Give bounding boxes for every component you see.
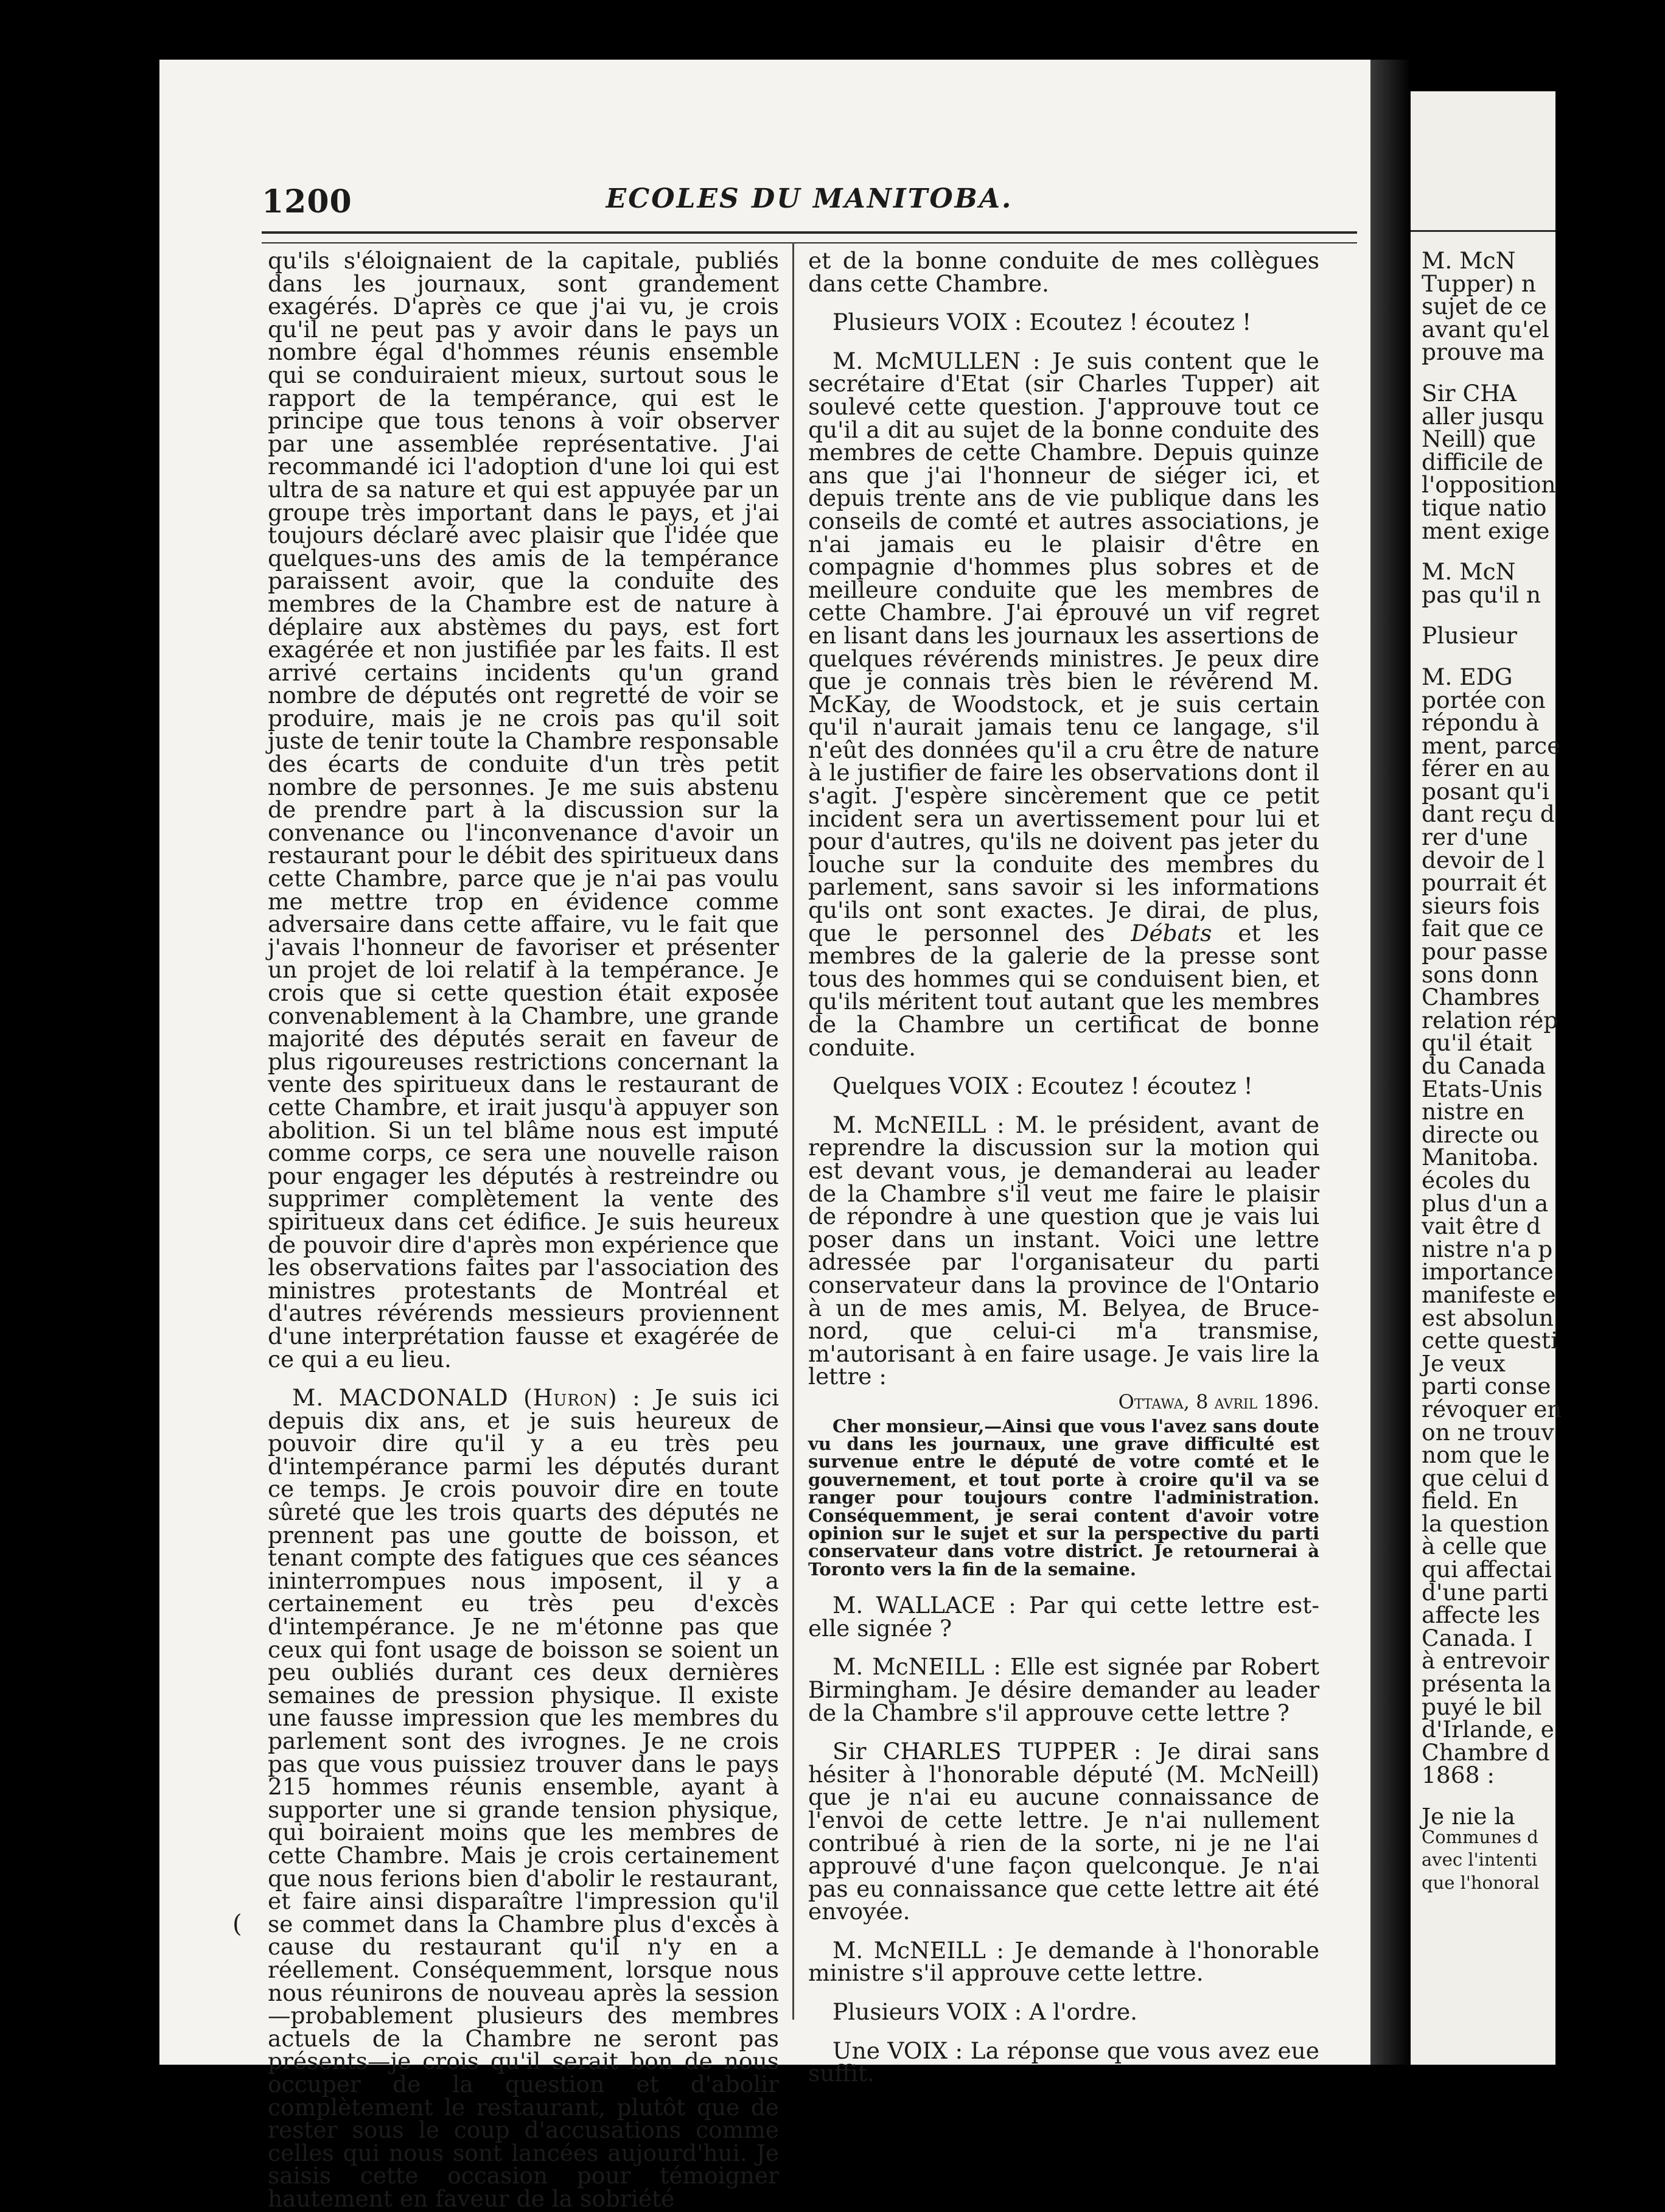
adjacent-page-line: à entrevoir — [1422, 1647, 1549, 1675]
adjacent-page-line: importance — [1422, 1258, 1554, 1286]
adjacent-page-line: Plusieur — [1422, 622, 1517, 649]
adjacent-page-line: cette questi — [1422, 1327, 1559, 1354]
speech-text: Je demande à l'honorable ministre s'il approuve cette lettre. — [808, 1936, 1320, 1987]
adjacent-page-line: férer en au — [1422, 755, 1550, 782]
speaker-name: Une VOIX : — [832, 2037, 963, 2064]
adjacent-page-line: rer d'une — [1422, 824, 1528, 851]
adjacent-page-line: Etats-Unis — [1422, 1075, 1543, 1102]
speaker-name: Quelques VOIX : — [832, 1073, 1024, 1100]
speech-text: Je suis ici depuis dix ans, et je suis heureux de pouvoir dire qu'il y a eu très peu d'intempérance parmi les députés durant ce temps. Je crois pouvoir dire en toute sûreté que les trois quarts des députés ne prennent pas une goutte de boisson, et tenant compte des fatigues que ces séances ininterrompues nous imposent, il y a certainement eu très peu d'excès d'intempérance. Je ne m'étonne pas que ceux qui font usage de boisson se soient un peu oubliés durant ces deux dernières semaines de pression physique. Il existe une fausse impression que les membres du parlement sont des ivrognes. Je ne crois pas que vous puissiez trouver dans le pays 215 hommes réunis ensemble, ayant à supporter une si grande tension physique, qui boiraient moins que les membres de cette Chambre. Mais je crois certainement que nous ferions bien d'abolir le restaurant, et faire ainsi disparaître l'impression qu'il se commet dans la Chambre plus d'excès à cause du restaurant qu'il n'y en a réellement. Conséquemment, lorsque nous nous réunirons de nouveau après la session—probablement plusieurs des membres actuels de la Chambre ne seront pas présents—je crois qu'il serait bon de nous occuper de la question et d'abolir complètement le restaurant, plutôt que de rester sous le coup d'accusations comme celles qui nous sont lancées aujourd'hui. Je saisis cette occasion pour témoigner hautement en faveur de la sobriété — [268, 1384, 780, 2212]
page-number: 1200 — [262, 183, 352, 220]
adjacent-page-line: Canada. I — [1422, 1624, 1533, 1651]
adjacent-page-line: Tupper) n — [1422, 270, 1536, 297]
adjacent-page-line: posant qu'i — [1422, 777, 1549, 805]
speech-text: Je suis content que le secrétaire d'Etat (sir Charles Tupper) ait soulevé cette question. J'approuve tout ce qu'il a dit au sujet de la bonne conduite des membres de cette Chambre. Depuis quinze ans que j'ai l'honneur de siéger ici, et depuis trente ans de vie publique dans les conseils de comté et autres associations, je n'ai jamais eu le plaisir d'être en compagnie d'hommes plus sobres et de meilleure conduite que les membres de cette Chambre. J'ai éprouvé un vif regret en lisant dans les journaux les assertions de quelques révérends ministres. Je peux dire que je connais très bien le révérend M. McKay, de Woodstock, et je suis certain qu'il n'aurait jamais tenu ce langage, s'il n'eût des données qu'il a cru être de nature à le justifier de faire les observations dont il s'agit. J'espère sincèrement que ce petit incident sera un avertissement pour lui et pour d'autres, qu'ils ne doivent pas jeter du louche sur la conduite des membres du parlement, sans savoir si les informations qu'ils ont sont exactes. Je dirai, de plus, que le personnel des — [808, 347, 1319, 947]
adjacent-page-line: aller jusqu — [1422, 402, 1545, 430]
adjacent-page-line: est absolun — [1422, 1304, 1554, 1331]
adjacent-page-line: difficile de — [1422, 448, 1543, 475]
letter-body — [808, 1415, 1319, 1580]
speech-paragraph — [808, 1998, 1319, 2026]
adjacent-page-line: M. EDG — [1422, 663, 1513, 690]
adjacent-page-line: Chambre d — [1422, 1738, 1550, 1766]
letter-text: Ainsi que vous l'avez sans doute vu dans les journaux, une grave difficulté est survenue entre le député de votre comté et le gouvernement, et tout porte à croire qu'il va se ranger pour toujours contre l'administration. Conséquemment, je serai content d'avoir votre opinion sur le sujet et sur la perspective du parti conservateur dans votre district. Je retournerai à Toronto vers la fin de la semaine. — [808, 1415, 1319, 1580]
speech-paragraph — [268, 1384, 780, 2212]
adjacent-page-line: sieurs fois — [1422, 892, 1540, 919]
adjacent-page-line: Manitoba. — [1422, 1144, 1539, 1171]
adjacent-page-line: Chambres — [1422, 984, 1540, 1011]
speech-text: Ecoutez ! écoutez ! — [1030, 1073, 1253, 1100]
speech-text: La réponse que vous avez eue suffit. — [808, 2037, 1320, 2087]
header-rule-thin — [262, 242, 1357, 243]
paragraph: et de la bonne conduite de mes collègues dans cette Chambre. — [808, 247, 1319, 297]
adjacent-page-line: d'une parti — [1422, 1578, 1549, 1606]
speech-text: Ecoutez ! écoutez ! — [1029, 309, 1252, 336]
adjacent-page-line: dant reçu d — [1422, 800, 1555, 828]
adjacent-page-line: répondu à — [1422, 709, 1540, 737]
adjacent-page-line: pour passe — [1422, 938, 1548, 965]
adjacent-page-strip — [1411, 91, 1562, 2065]
speaker-name: M. McMULLEN : — [832, 347, 1041, 374]
page-header — [262, 178, 1357, 227]
adjacent-page-line: l'opposition — [1422, 471, 1556, 499]
adjacent-page-line: ment, parce — [1422, 732, 1561, 759]
header-rule — [262, 231, 1357, 234]
adjacent-page-line: pas qu'il n — [1422, 581, 1541, 608]
adjacent-page-line: nom que le — [1422, 1441, 1550, 1469]
speaker-name: Plusieurs VOIX : — [832, 1998, 1022, 2026]
speaker-name: M. WALLACE : — [832, 1592, 1016, 1619]
adjacent-page-line: puyé le bil — [1422, 1693, 1542, 1720]
adjacent-page-line: qui affectai — [1422, 1556, 1552, 1583]
adjacent-page-line: sujet de ce — [1422, 293, 1547, 320]
speaker-name: M. McNEILL : — [832, 1936, 1005, 1964]
speech-paragraph — [808, 1594, 1319, 1640]
speaker-name: M. McNEILL : — [832, 1111, 1005, 1138]
adjacent-page-line: 1868 : — [1422, 1762, 1495, 1789]
adjacent-page-column — [1422, 247, 1665, 1897]
adjacent-page-line: que l'honoral — [1422, 1872, 1540, 1893]
right-column — [808, 247, 1320, 2087]
adjacent-page-line: présenta la — [1422, 1670, 1552, 1698]
adjacent-page-line: écoles du — [1422, 1166, 1531, 1194]
speech-text: et les membres de la galerie de la presse sont tous des hommes qui se conduisent bien, et qu'ils méritent tout autant que les membres de la Chambre un certificat de bonne conduite. — [808, 919, 1320, 1061]
adjacent-page-line: parti conse — [1422, 1373, 1551, 1400]
adjacent-page-line: révoquer en — [1422, 1395, 1562, 1423]
adjacent-page-line: Communes d — [1422, 1826, 1538, 1847]
adjacent-page-rule — [1411, 230, 1555, 232]
adjacent-page-line: qu'il était — [1422, 1029, 1532, 1057]
adjacent-page-line: pourrait ét — [1422, 869, 1547, 897]
adjacent-page-line: à celle que — [1422, 1533, 1547, 1560]
adjacent-page-line: devoir de l — [1422, 846, 1545, 873]
adjacent-page-line: on ne trouv — [1422, 1418, 1554, 1446]
adjacent-page-line: nistre en — [1422, 1098, 1524, 1125]
speaker-name: M. McNEILL : — [832, 1653, 1002, 1681]
adjacent-page-line: nistre n'a p — [1422, 1235, 1553, 1262]
speaker-name: Sir CHARLES TUPPER : — [832, 1738, 1142, 1765]
page-gutter-shadow — [1370, 60, 1411, 2065]
adjacent-page-line: avant qu'el — [1422, 315, 1549, 343]
adjacent-page-line: avec l'intenti — [1422, 1849, 1537, 1871]
speech-text: Elle est signée par Robert Birmingham. Je désire demander au leader de la Chambre s'il approuve cette lettre ? — [808, 1653, 1320, 1726]
adjacent-page-line: du Canada — [1422, 1052, 1546, 1079]
adjacent-page-line: fait que ce — [1422, 915, 1544, 942]
column-separator — [792, 242, 794, 2020]
speech-paragraph — [808, 1740, 1319, 1923]
adjacent-page-line: field. En — [1422, 1487, 1518, 1514]
adjacent-page-line: Je nie la — [1422, 1803, 1515, 1830]
adjacent-page-line: M. McN — [1422, 558, 1516, 586]
adjacent-page-line: plus d'un a — [1422, 1189, 1549, 1217]
speech-paragraph — [808, 1111, 1320, 1390]
speech-text: Par qui cette lettre est-elle signée ? — [808, 1592, 1319, 1642]
speech-text: Je dirai sans hésiter à l'honorable député (M. McNeill) que je n'ai eu aucune connaissance de l'envoi de cette lettre. Je n'ai nullement contribué à rien de la sorte, ni je ne l'ai approuvé d'une façon quelconque. Je n'ai pas eu connaissance que cette lettre ait été envoyée. — [808, 1738, 1320, 1925]
speech-text: A l'ordre. — [1029, 1998, 1138, 2026]
document-page — [159, 60, 1370, 2212]
adjacent-page-line: la question — [1422, 1510, 1549, 1537]
speech-text: M. le président, avant de reprendre la discussion sur la motion qui est devant vous, je demanderai au leader de la Chambre s'il veut me faire le plaisir de répondre à une question que je vais lui poser dans un instant. Voici une lettre adressée par l'organisateur du parti conservateur dans la province de l'Ontario à un de mes amis, M. Belyea, de Bruce-nord, que celui-ci m'a transmise, m'autorisant à en faire usage. Je vais lire la lettre : — [808, 1111, 1320, 1390]
speech-paragraph — [808, 1653, 1320, 1726]
adjacent-page-line: M. McN — [1422, 247, 1516, 274]
running-title: ECOLES DU MANITOBA. — [606, 183, 1013, 214]
adjacent-page-line: affecte les — [1422, 1601, 1540, 1629]
letter-date: Ottawa, 8 avril 1896. — [1118, 1390, 1319, 1413]
adjacent-page-line: ment exige — [1422, 517, 1550, 544]
adjacent-page-line: Sir CHA — [1422, 379, 1517, 407]
speech-paragraph — [808, 347, 1320, 1061]
adjacent-page-line: portée con — [1422, 686, 1546, 713]
letter-salutation: Cher monsieur,— — [832, 1415, 1002, 1437]
adjacent-page-line: directe ou — [1422, 1121, 1540, 1148]
speech-paragraph — [808, 2037, 1320, 2087]
adjacent-page-line: Neill) que — [1422, 425, 1536, 453]
italic-term: Débats — [1131, 919, 1212, 947]
margin-mark: ( — [232, 1910, 242, 1938]
adjacent-page-line: sons donn — [1422, 961, 1539, 988]
speech-paragraph — [808, 311, 1319, 334]
adjacent-page-line: Je veux — [1422, 1349, 1506, 1377]
adjacent-page-line: vait être d — [1422, 1213, 1541, 1240]
speaker-name: Plusieurs VOIX : — [832, 309, 1022, 336]
speaker-name: M. MACDONALD (Huron) : — [292, 1384, 641, 1412]
left-column — [268, 247, 780, 2212]
adjacent-page-line: d'Irlande, e — [1422, 1716, 1554, 1743]
adjacent-page-line: manifeste e — [1422, 1281, 1556, 1308]
adjacent-page-line: relation rép — [1422, 1006, 1559, 1034]
adjacent-page-line: prouve ma — [1422, 338, 1545, 366]
paragraph: qu'ils s'éloignaient de la capitale, publiés dans les journaux, sont grandement exagérés. D'après ce que j'ai vu, je crois qu'il ne peut pas y avoir dans le pays un nombre égal d'hommes réunis ensemble qui se conduiraient mieux, surtout sous le rapport de la tempérance, qui est le principe que tous tenons à voir observer par une assemblée représentative. J'ai recommandé ici l'adoption d'une loi qui est ultra de sa nature et qui est appuyée par un groupe très important dans le pays, et j'ai toujours déclaré avec plaisir que l'idée que quelques-uns des amis de la tempérance paraissent avoir, que la conduite des membres de la Chambre est de nature à déplaire aux abstèmes du pays, est fort exagérée et non justifiée par les faits. Il est arrivé certains incidents qu'un grand nombre de députés ont regretté de voir se produire, mais je ne crois pas qu'il soit juste de tenir toute la Chambre responsable des écarts de conduite d'un très petit nombre de personnes. Je me suis abstenu de prendre part à la discussion sur la convenance ou l'inconvenance d'avoir un restaurant pour le débit des spiritueux dans cette Chambre, parce que je n'ai pas voulu me mettre trop en évidence comme adversaire dans cette affaire, vu le fait que j'avais l'honneur de favoriser et présenter un projet de loi relatif à la tempérance. Je crois que si cette question était exposée convenablement à la Chambre, une grande majorité des députés serait en faveur de plus rigoureuses restrictions concernant la vente des spiritueux dans le restaurant de cette Chambre, et irait jusqu'à appuyer son abolition. Si un tel blâme nous est imputé comme corps, ce sera une nouvelle raison pour engager les députés à restreindre ou supprimer complètement la vente des spiritueux dans cet édifice. Je suis heureux de pouvoir dire d'après mon expérience que les observations faites par l'association des ministres protestants de Montréal et d'autres révérends messieurs proviennent d'une interprétation fausse et exagérée de ce qui a eu lieu. — [268, 247, 779, 1373]
adjacent-page-line: que celui d — [1422, 1464, 1549, 1491]
speech-paragraph — [808, 1075, 1319, 1098]
speech-paragraph — [808, 1936, 1320, 1987]
adjacent-page-line: tique natio — [1422, 494, 1547, 521]
